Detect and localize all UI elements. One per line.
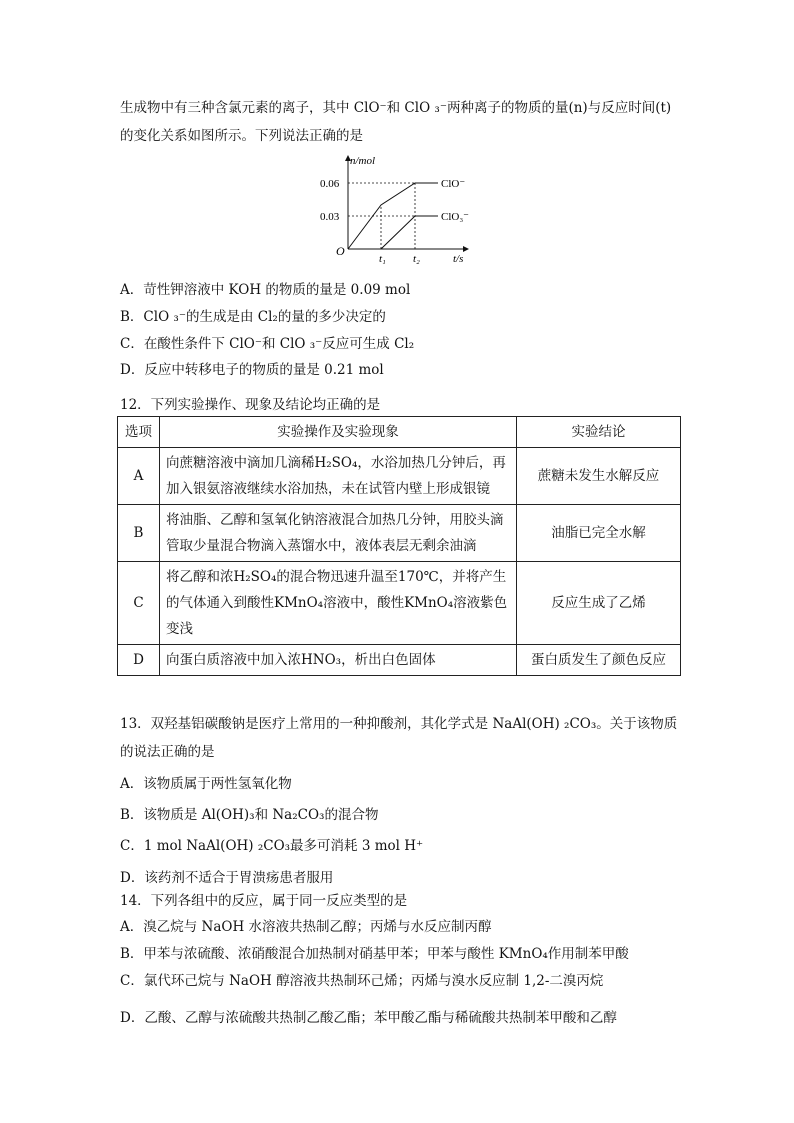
row-conclusion: 蛋白质发生了颜色反应 bbox=[517, 645, 681, 676]
q13-option-d: D．该药剂不适合于胃溃疡患者服用 bbox=[120, 870, 334, 886]
header-operation: 实验操作及实验现象 bbox=[160, 417, 517, 448]
operation-line: 的气体通入到酸性KMnO₄溶液中，酸性KMnO₄溶液紫色 bbox=[166, 595, 508, 611]
y-tick-label: 0.06 bbox=[320, 178, 340, 190]
operation-line: 变浅 bbox=[166, 621, 193, 637]
q14-title: 14．下列各组中的反应，属于同一反应类型的是 bbox=[120, 893, 408, 909]
row-option: B bbox=[118, 505, 160, 562]
row-operation bbox=[160, 645, 517, 676]
table-row bbox=[118, 505, 681, 562]
q12-table bbox=[117, 416, 681, 676]
q11-option-a: A．苛性钾溶液中 KOH 的物质的量是 0.09 mol bbox=[120, 282, 411, 298]
x-tick-label: t₁ bbox=[379, 253, 386, 265]
x-axis-label: t/s bbox=[453, 253, 464, 265]
q13-stem-line2: 的说法正确的是 bbox=[120, 744, 215, 760]
q11-option-b: B．ClO ₃⁻的生成是由 Cl₂的量的多少决定的 bbox=[120, 309, 386, 325]
row-conclusion: 油脂已完全水解 bbox=[517, 505, 681, 562]
row-option: C bbox=[118, 562, 160, 645]
row-conclusion: 蔗糖未发生水解反应 bbox=[517, 448, 681, 505]
series-label-clo3: ClO₃⁻ bbox=[441, 211, 469, 223]
q13-stem-line1: 13．双羟基铝碳酸钠是医疗上常用的一种抑酸剂，其化学式是 NaAl(OH) ₂CO₃。关于该物质 bbox=[120, 716, 678, 732]
row-operation bbox=[160, 562, 517, 645]
y-tick-label: 0.03 bbox=[320, 211, 340, 223]
header-conclusion: 实验结论 bbox=[517, 417, 681, 448]
row-operation bbox=[160, 448, 517, 505]
table-row bbox=[118, 448, 681, 505]
series-label-clo: ClO⁻ bbox=[441, 178, 466, 190]
series-line-clo3 bbox=[381, 216, 438, 249]
operation-line: 加入银氨溶液继续水浴加热，未在试管内壁上形成银镜 bbox=[166, 481, 490, 497]
q14-option-c: C．氯代环己烷与 NaOH 醇溶液共热制环己烯；丙烯与溴水反应制 1,2-二溴丙烷 bbox=[120, 973, 604, 989]
table-header-row bbox=[118, 417, 681, 448]
origin-label: O bbox=[336, 244, 345, 258]
table-row bbox=[118, 562, 681, 645]
row-conclusion: 反应生成了乙烯 bbox=[517, 562, 681, 645]
n-t-chart bbox=[310, 152, 480, 267]
q13-option-c: C．1 mol NaAl(OH) ₂CO₃最多可消耗 3 mol H⁺ bbox=[120, 838, 424, 854]
q14-option-a: A．溴乙烷与 NaOH 水溶液共热制乙醇；丙烯与水反应制丙醇 bbox=[120, 919, 492, 935]
row-operation bbox=[160, 505, 517, 562]
row-option: D bbox=[118, 645, 160, 676]
table-row bbox=[118, 645, 681, 676]
y-axis-label: n/mol bbox=[350, 155, 376, 167]
operation-line: 管取少量混合物滴入蒸馏水中，液体表层无剩余油滴 bbox=[166, 538, 477, 554]
q13-option-a: A．该物质属于两性氢氧化物 bbox=[120, 776, 292, 792]
operation-line: 向蔗糖溶液中滴加几滴稀H₂SO₄，水浴加热几分钟后，再 bbox=[166, 455, 506, 471]
q14-option-b: B．甲苯与浓硫酸、浓硝酸混合加热制对硝基甲苯；甲苯与酸性 KMnO₄作用制苯甲酸 bbox=[120, 946, 629, 962]
header-option: 选项 bbox=[118, 417, 160, 448]
q11-option-d: D．反应中转移电子的物质的量是 0.21 mol bbox=[120, 362, 384, 378]
x-tick-label: t₂ bbox=[413, 253, 420, 265]
q12-title: 12．下列实验操作、现象及结论均正确的是 bbox=[120, 397, 381, 413]
row-option: A bbox=[118, 448, 160, 505]
q13-option-b: B．该物质是 Al(OH)₃和 Na₂CO₃的混合物 bbox=[120, 807, 379, 823]
operation-line: 将油脂、乙醇和氢氧化钠溶液混合加热几分钟，用胶头滴 bbox=[166, 512, 504, 528]
operation-line: 将乙醇和浓H₂SO₄的混合物迅速升温至170℃，并将产生 bbox=[166, 569, 507, 585]
q11-option-c: C．在酸性条件下 ClO⁻和 ClO ₃⁻反应可生成 Cl₂ bbox=[120, 336, 415, 352]
q14-option-d: D．乙酸、乙醇与浓硫酸共热制乙酸乙酯；苯甲酸乙酯与稀硫酸共热制苯甲酸和乙醇 bbox=[120, 1010, 617, 1026]
q11-stem-line2: 的变化关系如图所示。下列说法正确的是 bbox=[120, 128, 363, 144]
q11-stem-line1: 生成物中有三种含氯元素的离子，其中 ClO⁻和 ClO ₃⁻两种离子的物质的量(n)与反应时间(t) bbox=[120, 100, 672, 116]
operation-line: 向蛋白质溶液中加入浓HNO₃，析出白色固体 bbox=[166, 652, 436, 668]
